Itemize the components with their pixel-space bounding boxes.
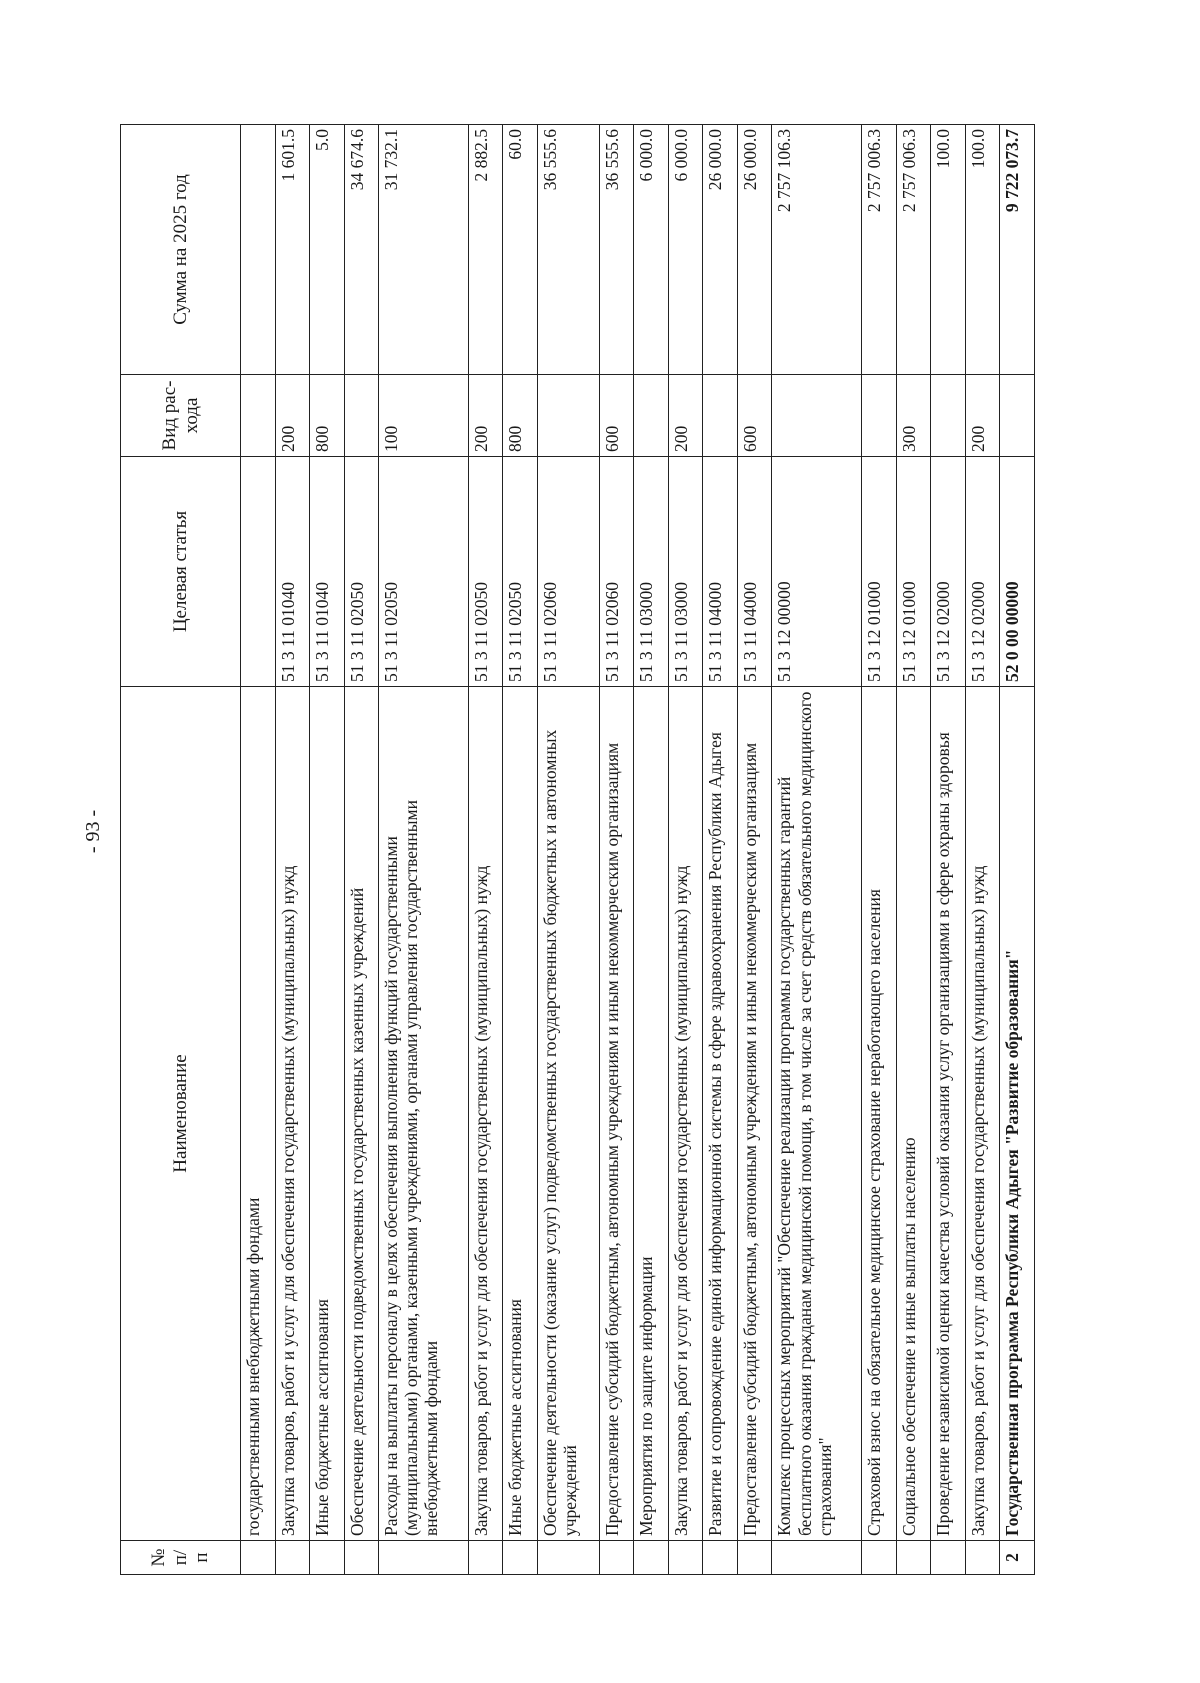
cell-type: 300 xyxy=(896,375,931,457)
header-code: Целевая статья xyxy=(121,457,241,687)
cell-sum: 9 722 073.7 xyxy=(1000,125,1035,375)
table-row xyxy=(737,125,772,1575)
cell-type: 200 xyxy=(668,375,703,457)
cell-num xyxy=(599,1541,634,1575)
cell-num xyxy=(737,1541,772,1575)
table-row xyxy=(537,125,599,1575)
cell-num xyxy=(965,1541,1000,1575)
cell-code: 51 3 12 00000 xyxy=(772,457,862,687)
cell-name: государственными внебюджетными фондами xyxy=(241,687,276,1541)
table-row xyxy=(344,125,379,1575)
cell-type xyxy=(931,375,966,457)
cell-code xyxy=(241,457,276,687)
cell-type: 200 xyxy=(965,375,1000,457)
cell-code: 51 3 11 01040 xyxy=(275,457,310,687)
cell-type xyxy=(772,375,862,457)
cell-sum: 31 732.1 xyxy=(379,125,469,375)
cell-name: Иные бюджетные ассигнования xyxy=(503,687,538,1541)
table-row xyxy=(468,125,503,1575)
cell-name: Социальное обеспечение и иные выплаты населению xyxy=(896,687,931,1541)
cell-type xyxy=(862,375,897,457)
cell-sum: 36 555.6 xyxy=(537,125,599,375)
cell-type: 800 xyxy=(503,375,538,457)
cell-num xyxy=(931,1541,966,1575)
cell-sum: 2 757 006.3 xyxy=(896,125,931,375)
cell-num xyxy=(537,1541,599,1575)
cell-num xyxy=(275,1541,310,1575)
table-row xyxy=(379,125,469,1575)
cell-code: 51 3 12 01000 xyxy=(862,457,897,687)
cell-sum: 36 555.6 xyxy=(599,125,634,375)
cell-code: 51 3 12 02000 xyxy=(931,457,966,687)
cell-name: Закупка товаров, работ и услуг для обеспечения государственных (муниципальных) нужд xyxy=(965,687,1000,1541)
cell-sum: 6 000.0 xyxy=(634,125,669,375)
table-row xyxy=(703,125,738,1575)
cell-num xyxy=(503,1541,538,1575)
cell-code: 51 3 12 02000 xyxy=(965,457,1000,687)
table-rotation-frame xyxy=(120,125,1035,1575)
cell-name: Расходы на выплаты персоналу в целях обеспечения выполнения функций государственными (муниципальными) органами, казенными учреждениями, органами управления государственными внебюджетными фондами xyxy=(379,687,469,1541)
cell-code: 51 3 11 02060 xyxy=(599,457,634,687)
cell-code: 51 3 11 02050 xyxy=(344,457,379,687)
cell-code: 51 3 11 02050 xyxy=(379,457,469,687)
cell-name: Закупка товаров, работ и услуг для обеспечения государственных (муниципальных) нужд xyxy=(668,687,703,1541)
cell-code: 51 3 11 03000 xyxy=(668,457,703,687)
cell-name: Комплекс процессных мероприятий "Обеспечение реализации программы государственных гарантий бесплатного оказания гражданам медицинской помощи, в том числе за счет средств обязательного медицинского страхования" xyxy=(772,687,862,1541)
cell-code: 52 0 00 00000 xyxy=(1000,457,1035,687)
cell-sum: 2 757 006.3 xyxy=(862,125,897,375)
cell-type: 200 xyxy=(275,375,310,457)
cell-name: Мероприятия по защите информации xyxy=(634,687,669,1541)
cell-name: Обеспечение деятельности (оказание услуг) подведомственных государственных бюджетных и автономных учреждений xyxy=(537,687,599,1541)
cell-code: 51 3 12 01000 xyxy=(896,457,931,687)
cell-sum: 2 882.5 xyxy=(468,125,503,375)
cell-num xyxy=(468,1541,503,1575)
cell-name: Развитие и сопровождение единой информационной системы в сфере здравоохранения Республики Адыгея xyxy=(703,687,738,1541)
cell-num xyxy=(344,1541,379,1575)
table-row xyxy=(862,125,897,1575)
table-row xyxy=(772,125,862,1575)
cell-name: Иные бюджетные ассигнования xyxy=(310,687,345,1541)
cell-type: 800 xyxy=(310,375,345,457)
cell-num xyxy=(241,1541,276,1575)
cell-name: Обеспечение деятельности подведомственных государственных казенных учреждений xyxy=(344,687,379,1541)
cell-code: 51 3 11 04000 xyxy=(737,457,772,687)
cell-num xyxy=(896,1541,931,1575)
cell-sum: 2 757 106.3 xyxy=(772,125,862,375)
cell-name: Предоставление субсидий бюджетным, автономным учреждениям и иным некоммерческим организациям xyxy=(599,687,634,1541)
cell-name: Предоставление субсидий бюджетным, автономным учреждениям и иным некоммерческим организациям xyxy=(737,687,772,1541)
cell-code: 51 3 11 04000 xyxy=(703,457,738,687)
cell-code: 51 3 11 03000 xyxy=(634,457,669,687)
cell-code: 51 3 11 02050 xyxy=(503,457,538,687)
cell-sum xyxy=(241,125,276,375)
cell-name: Закупка товаров, работ и услуг для обеспечения государственных (муниципальных) нужд xyxy=(468,687,503,1541)
cell-sum: 100.0 xyxy=(965,125,1000,375)
table-row-program-total xyxy=(1000,125,1035,1575)
table-row xyxy=(634,125,669,1575)
cell-name: Проведение независимой оценки качества условий оказания услуг организациями в сфере охраны здоровья xyxy=(931,687,966,1541)
cell-sum: 34 674.6 xyxy=(344,125,379,375)
cell-type xyxy=(703,375,738,457)
table-row xyxy=(896,125,931,1575)
table-row xyxy=(599,125,634,1575)
cell-type: 100 xyxy=(379,375,469,457)
cell-sum: 6 000.0 xyxy=(668,125,703,375)
cell-type: 600 xyxy=(737,375,772,457)
cell-num xyxy=(379,1541,469,1575)
cell-num xyxy=(862,1541,897,1575)
cell-sum: 1 601.5 xyxy=(275,125,310,375)
cell-name: Закупка товаров, работ и услуг для обеспечения государственных (муниципальных) нужд xyxy=(275,687,310,1541)
cell-num xyxy=(668,1541,703,1575)
cell-type xyxy=(344,375,379,457)
cell-sum: 100.0 xyxy=(931,125,966,375)
table-row xyxy=(310,125,345,1575)
cell-sum: 26 000.0 xyxy=(737,125,772,375)
cell-num xyxy=(772,1541,862,1575)
cell-code: 51 3 11 02050 xyxy=(468,457,503,687)
cell-sum: 26 000.0 xyxy=(703,125,738,375)
cell-code: 51 3 11 02060 xyxy=(537,457,599,687)
cell-num: 2 xyxy=(1000,1541,1035,1575)
header-name: Наименование xyxy=(121,687,241,1541)
page-number: - 93 - xyxy=(82,809,105,854)
cell-num xyxy=(634,1541,669,1575)
cell-type: 200 xyxy=(468,375,503,457)
cell-name: Страховой взнос на обязательное медицинское страхование неработающего населения xyxy=(862,687,897,1541)
cell-name: Государственная программа Республики Адыгея "Развитие образования" xyxy=(1000,687,1035,1541)
cell-sum: 5.0 xyxy=(310,125,345,375)
header-type: Вид рас-хода xyxy=(121,375,241,457)
cell-type xyxy=(537,375,599,457)
cell-type xyxy=(241,375,276,457)
table-row xyxy=(275,125,310,1575)
table-row xyxy=(241,125,276,1575)
header-sum: Сумма на 2025 год xyxy=(121,125,241,375)
cell-num xyxy=(703,1541,738,1575)
cell-sum: 60.0 xyxy=(503,125,538,375)
header-num: № п/п xyxy=(121,1541,241,1575)
table-row xyxy=(931,125,966,1575)
table-row xyxy=(965,125,1000,1575)
cell-num xyxy=(310,1541,345,1575)
cell-type: 600 xyxy=(599,375,634,457)
table-body xyxy=(241,125,1035,1575)
rotated-table-container xyxy=(120,125,1035,1575)
budget-table xyxy=(120,124,1035,1575)
cell-code: 51 3 11 01040 xyxy=(310,457,345,687)
cell-type xyxy=(634,375,669,457)
table-row xyxy=(503,125,538,1575)
table-header-row xyxy=(121,125,241,1575)
table-row xyxy=(668,125,703,1575)
cell-type xyxy=(1000,375,1035,457)
